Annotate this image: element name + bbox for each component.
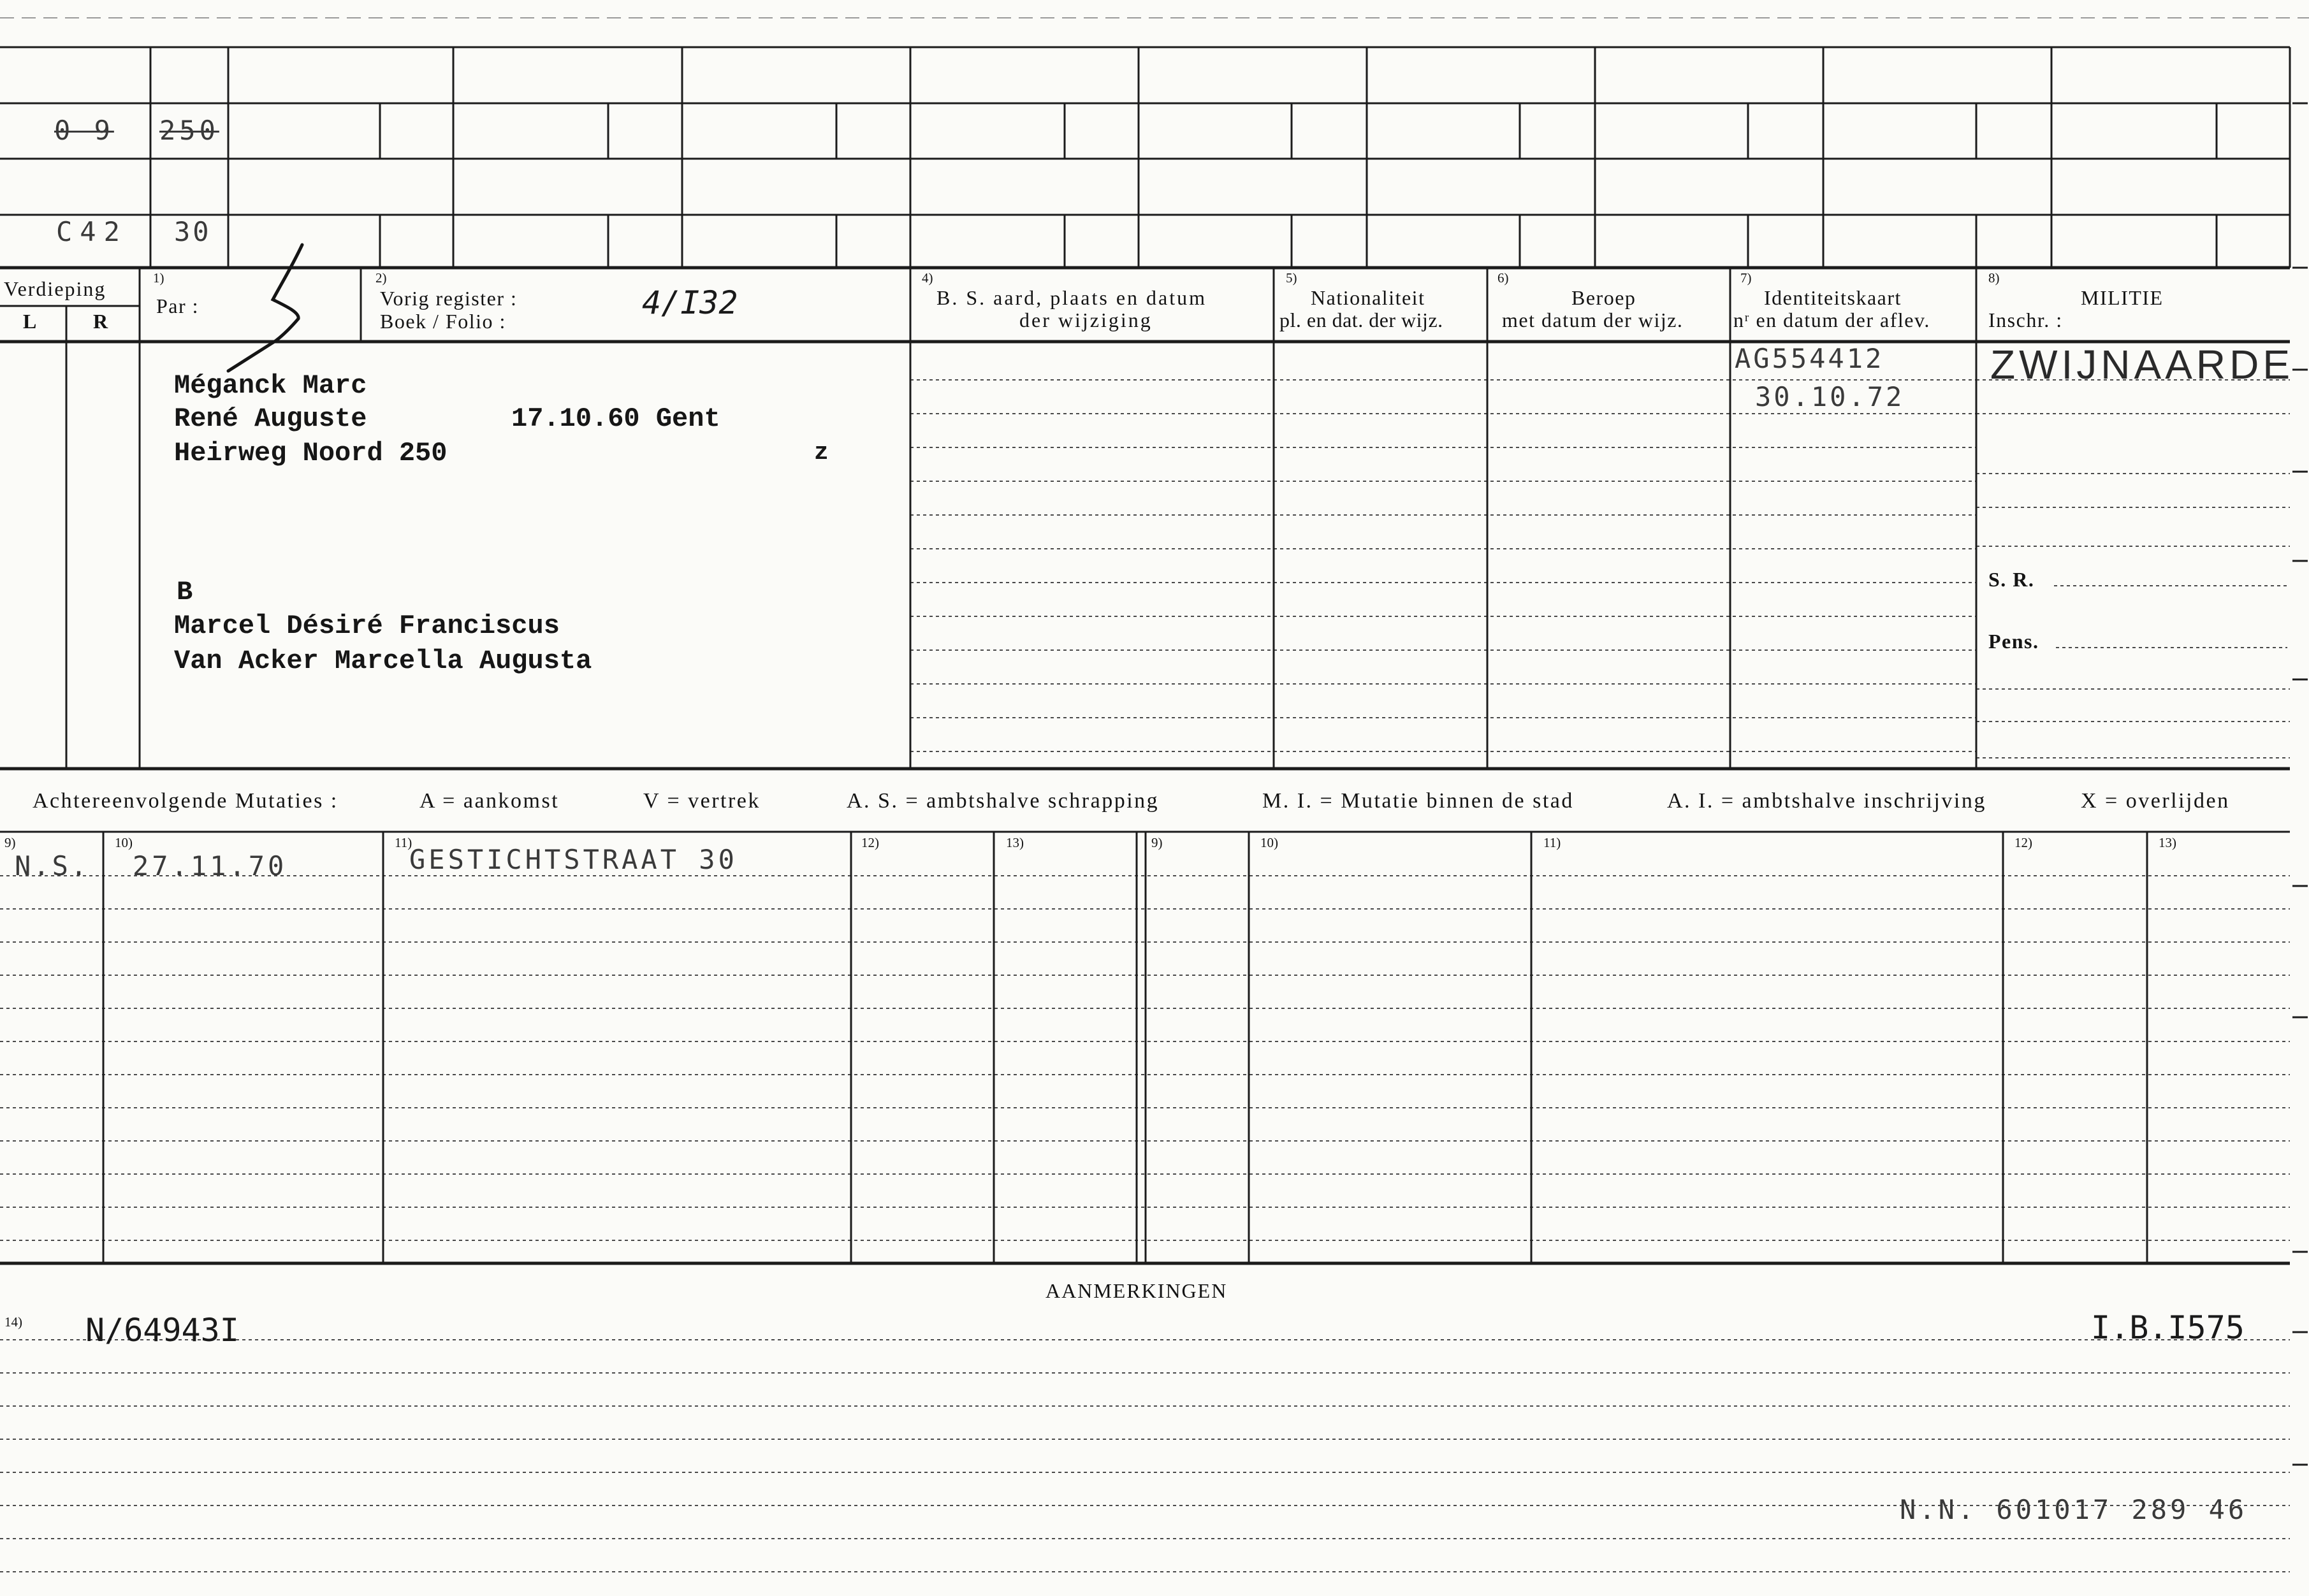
par-number: 1) xyxy=(153,270,164,286)
aanmerkingen-reference: N/64943I xyxy=(85,1312,239,1349)
militie-label: MILITIE xyxy=(2081,286,2164,309)
parents-marker: B xyxy=(177,577,193,607)
identiteitskaart-label-line1: Identiteitskaart xyxy=(1764,286,1902,309)
legend-mutatie: M. I. = Mutatie binnen de stad xyxy=(1262,789,1574,813)
register-code: C42 xyxy=(56,216,127,247)
verdieping-right-label: R xyxy=(93,310,109,333)
bs-label-line2: der wijziging xyxy=(1019,308,1153,331)
sr-label: S. R. xyxy=(1988,568,2035,591)
mutaties-col-number: 13) xyxy=(2159,835,2176,850)
inschrijving-label: Inschr. : xyxy=(1988,308,2063,331)
ib-reference: I.B.I575 xyxy=(2091,1309,2245,1346)
vorig-register-value: 4/I32 xyxy=(642,284,738,321)
father-name: Marcel Désiré Franciscus xyxy=(174,611,560,641)
person-address: Heirweg Noord 250 xyxy=(174,438,448,468)
identity-card-number: AG554412 xyxy=(1735,343,1884,374)
mutatie-address: GESTICHTSTRAAT 30 xyxy=(409,844,738,875)
mutaties-col-number: 9) xyxy=(1151,835,1163,850)
aanmerkingen-title: AANMERKINGEN xyxy=(1045,1279,1228,1302)
vorig-register-label: Vorig register : xyxy=(380,287,518,310)
legend-vertrek: V = vertrek xyxy=(643,789,761,813)
struck-register-code: 0 9 xyxy=(54,115,114,146)
person-given-names: René Auguste xyxy=(174,403,367,434)
verdieping-left-label: L xyxy=(23,310,38,333)
legend-inschrijving: A. I. = ambtshalve inschrijving xyxy=(1667,789,1986,813)
beroep-label-line1: Beroep xyxy=(1571,286,1636,309)
mother-name: Van Acker Marcella Augusta xyxy=(174,646,592,676)
identity-card-date: 30.10.72 xyxy=(1755,381,1905,412)
person-birth: 17.10.60 Gent xyxy=(511,403,720,434)
legend-title: Achtereenvolgende Mutaties : xyxy=(33,789,339,813)
household-number: z xyxy=(814,439,829,467)
mutatie-code: N.S. xyxy=(15,850,90,881)
mutaties-col-number: 11) xyxy=(395,835,412,850)
mutaties-col-number: 10) xyxy=(1260,835,1278,850)
militie-number: 8) xyxy=(1988,270,2000,286)
identiteitskaart-number: 7) xyxy=(1740,270,1752,286)
mutaties-col-number: 12) xyxy=(2014,835,2032,850)
mutaties-col-number: 12) xyxy=(861,835,879,850)
boek-folio-label: Boek / Folio : xyxy=(380,310,506,333)
nationaliteit-number: 5) xyxy=(1286,270,1297,286)
pens-label: Pens. xyxy=(1988,630,2039,653)
nationaliteit-label-line1: Nationaliteit xyxy=(1311,286,1425,309)
register-number: 30 xyxy=(174,216,212,247)
bs-label-line1: B. S. aard, plaats en datum xyxy=(936,286,1207,309)
aanmerkingen-number: 14) xyxy=(4,1314,22,1330)
beroep-label-line2: met datum der wijz. xyxy=(1502,308,1684,331)
mutaties-col-number: 9) xyxy=(4,835,16,850)
mutatie-date: 27.11.70 xyxy=(133,850,288,881)
legend-schrapping: A. S. = ambtshalve schrapping xyxy=(847,789,1160,813)
mutaties-col-number: 13) xyxy=(1006,835,1024,850)
beroep-number: 6) xyxy=(1497,270,1509,286)
bs-number: 4) xyxy=(922,270,933,286)
legend-aankomst: A = aankomst xyxy=(419,789,560,813)
identiteitskaart-label-line2: nʳ en datum der aflev. xyxy=(1733,308,1930,331)
verdieping-label: Verdieping xyxy=(4,277,106,300)
mutaties-col-number: 11) xyxy=(1543,835,1561,850)
mutaties-col-number: 10) xyxy=(115,835,133,850)
par-label: Par : xyxy=(156,294,200,317)
person-surname: Méganck Marc xyxy=(174,370,367,401)
legend-overlijden: X = overlijden xyxy=(2081,789,2230,813)
militie-inschrijving-place: ZWIJNAARDE xyxy=(1990,342,2294,388)
nationaliteit-label-line2: pl. en dat. der wijz. xyxy=(1279,308,1443,331)
vorig-register-number: 2) xyxy=(375,270,387,286)
handwritten-bracket-mark xyxy=(228,245,302,371)
national-number: N.N. 601017 289 46 xyxy=(1900,1494,2248,1525)
struck-register-number: 250 xyxy=(159,115,219,146)
